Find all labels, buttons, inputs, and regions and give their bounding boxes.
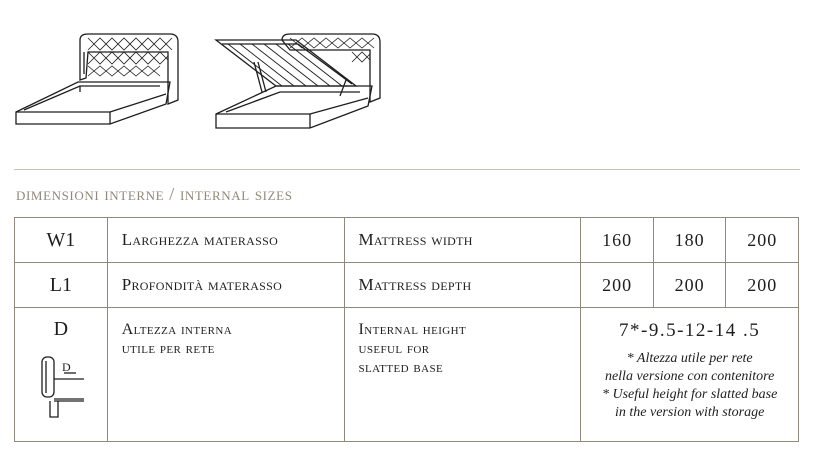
row-code: W1 (15, 218, 108, 263)
label-line: useful for (358, 340, 430, 357)
label-english-cell (344, 308, 581, 442)
height-diagram-label: D (61, 360, 71, 374)
label-italian (122, 308, 344, 358)
value-cell: 200 (726, 218, 799, 263)
bed-open-drawing (216, 34, 380, 128)
height-values: 7*-9.5-12-14 .5 (619, 320, 761, 341)
footnote-line: * Useful height for slatted base (601, 387, 778, 402)
label-italian: Larghezza materasso (107, 218, 344, 263)
value-cell: 200 (581, 263, 654, 308)
height-diagram-icon (36, 351, 86, 421)
label-english: Mattress width (344, 218, 581, 263)
value-cell: 200 (726, 263, 799, 308)
table-row (15, 308, 799, 442)
value-cell: 160 (581, 218, 654, 263)
footnote-line: * Altezza utile per rete (626, 351, 753, 366)
table-row (15, 218, 799, 263)
bed-illustrations (0, 0, 838, 170)
label-line: Internal height (358, 321, 467, 338)
footnote (581, 350, 798, 422)
bed-closed-drawing (16, 34, 178, 124)
label-english: Mattress depth (344, 263, 581, 308)
value-cell: 180 (653, 218, 726, 263)
internal-sizes-table (14, 217, 799, 442)
table-row (15, 263, 799, 308)
row-code: L1 (15, 263, 108, 308)
section-divider (14, 169, 800, 170)
label-italian: Profondità materasso (107, 263, 344, 308)
label-line: slatted base (358, 359, 444, 376)
row-code-cell (15, 308, 108, 442)
label-line: Altezza interna (121, 321, 233, 338)
height-values-cell (581, 308, 799, 442)
label-english (359, 308, 581, 377)
label-line: utile per rete (121, 340, 215, 357)
section-title: dimensioni interne / internal sizes (16, 184, 293, 204)
label-italian-cell (107, 308, 344, 442)
value-cell: 200 (653, 263, 726, 308)
footnote-line: in the version with storage (614, 405, 765, 420)
row-code: D (53, 318, 69, 340)
footnote-line: nella versione con contenitore (604, 369, 775, 384)
